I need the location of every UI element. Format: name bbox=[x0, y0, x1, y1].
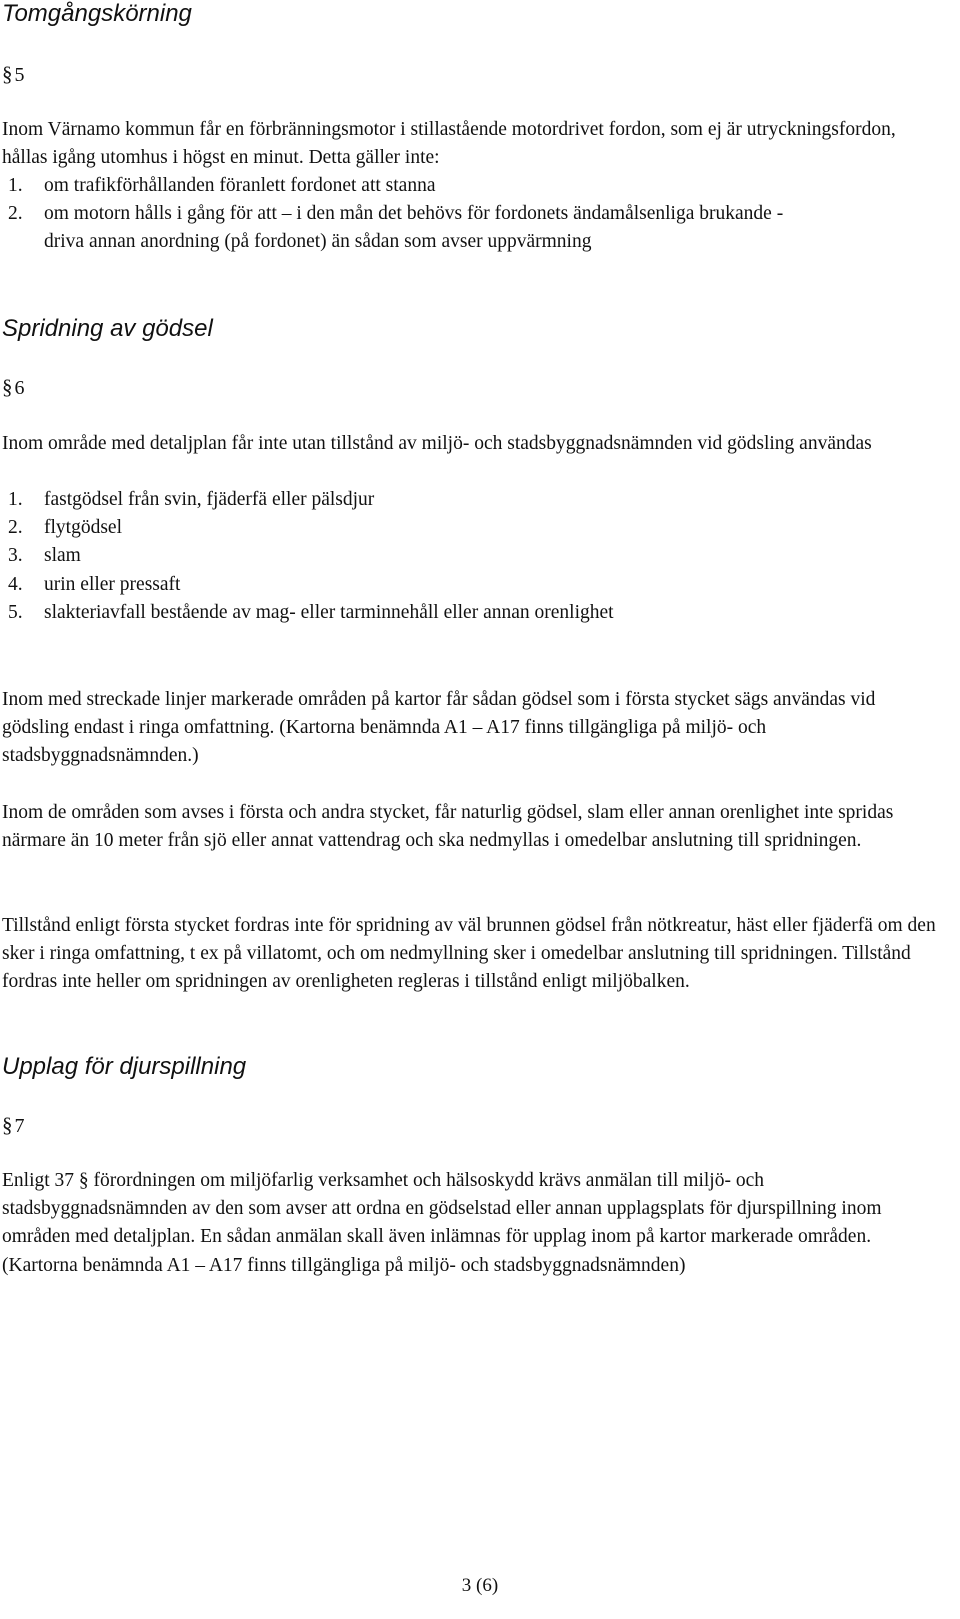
list-item-number: 3. bbox=[8, 545, 23, 567]
body-paragraph: Enligt 37 § förordningen om miljöfarlig verksamhet och hälsoskydd krävs anmälan till miljö- och stadsbyggnadsnämnden av den som avser att ordna en gödselstad eller annan upplagsplats för djurspillning inom områden med detaljplan. En sådan anmälan skall även inlämnas för upplag inom på kartor markerade områden. (Kartorna benämnda A1 – A17 finns tillgängliga på miljö- och stadsbyggnadsnämnden) bbox=[2, 1170, 882, 1276]
list-item bbox=[2, 542, 947, 570]
section-intro: Inom område med detaljplan får inte utan tillstånd av miljö- och stadsbyggnadsnämnden vid gödsling användas bbox=[2, 433, 872, 454]
paragraph-number-5 bbox=[2, 61, 25, 88]
list-item bbox=[2, 200, 792, 256]
list-item-text: om trafikförhållanden föranlett fordonet att stanna bbox=[44, 175, 436, 196]
list-item bbox=[2, 571, 947, 599]
paragraph-number-6 bbox=[2, 374, 25, 401]
paragraph-sign: § bbox=[2, 375, 13, 399]
list-item-text: slam bbox=[44, 545, 81, 567]
section-heading-spridning-av-godsel: Spridning av gödsel bbox=[2, 315, 213, 342]
list-item-number: 2. bbox=[8, 517, 23, 539]
list-item-text: slakteriavfall bestående av mag- eller tarminnehåll eller annan orenlighet bbox=[44, 601, 614, 623]
body-paragraph: Inom de områden som avses i första och andra stycket, får naturlig gödsel, slam eller annan orenlighet inte spridas närmare än 10 meter från sjö eller annat vattendrag och ska nedmyllas i omedelbar anslutning till spridningen. bbox=[2, 802, 894, 852]
list-item-number: 4. bbox=[8, 573, 23, 595]
paragraph-sign: § bbox=[2, 1113, 13, 1137]
section-heading-upplag-for-djurspillning: Upplag för djurspillning bbox=[2, 1053, 247, 1080]
list-item-number: 5. bbox=[8, 601, 23, 623]
list-item bbox=[2, 514, 947, 542]
list-item bbox=[2, 486, 947, 514]
paragraph-number-7 bbox=[2, 1112, 25, 1139]
paragraph-number: 5 bbox=[14, 64, 25, 86]
section-intro: Inom Värnamo kommun får en förbränningsmotor i stillastående motordrivet fordon, som ej är utryckningsfordon, hållas igång utomhus i högst en minut. Detta gäller inte: bbox=[2, 119, 896, 169]
body-paragraph: Inom med streckade linjer markerade områden på kartor får sådan gödsel som i första stycket sägs användas vid gödsling endast i ringa omfattning. (Kartorna benämnda A1 – A17 finns tillgängliga på miljö- och stadsbyggnadsnämnden.) bbox=[2, 689, 876, 767]
list-item-number: 1. bbox=[8, 175, 23, 196]
paragraph-number: 7 bbox=[14, 1115, 25, 1137]
page-number: 3 (6) bbox=[461, 1575, 499, 1596]
paragraph-sign: § bbox=[2, 62, 13, 86]
list-item-text: flytgödsel bbox=[44, 517, 122, 539]
list-item bbox=[2, 172, 792, 200]
list-item-number: 1. bbox=[8, 489, 23, 510]
paragraph-number: 6 bbox=[14, 377, 25, 399]
section-heading-tomgangskorning: Tomgångskörning bbox=[2, 0, 192, 27]
exception-list bbox=[2, 172, 792, 257]
list-item bbox=[2, 599, 947, 627]
body-paragraph: Tillstånd enligt första stycket fordras inte för spridning av väl brunnen gödsel från nötkreatur, häst eller fjäderfä om den sker i ringa omfattning, t ex på villatomt, och om nedmyllning sker i omedelbar anslutning till spridningen. Tillstånd fordras inte heller om spridningen av orenligheten regleras i tillstånd enligt miljöbalken. bbox=[2, 915, 936, 993]
list-item-number: 2. bbox=[8, 203, 23, 225]
fertilizer-list bbox=[2, 486, 947, 627]
list-item-text: fastgödsel från svin, fjäderfä eller pälsdjur bbox=[44, 489, 375, 510]
list-item-text: om motorn hålls i gång för att – i den mån det behövs för fordonets ändamålsenliga brukande - driva annan anordning (på fordonet) än sådan som avser uppvärmning bbox=[44, 203, 784, 253]
list-item-text: urin eller pressaft bbox=[44, 573, 181, 595]
